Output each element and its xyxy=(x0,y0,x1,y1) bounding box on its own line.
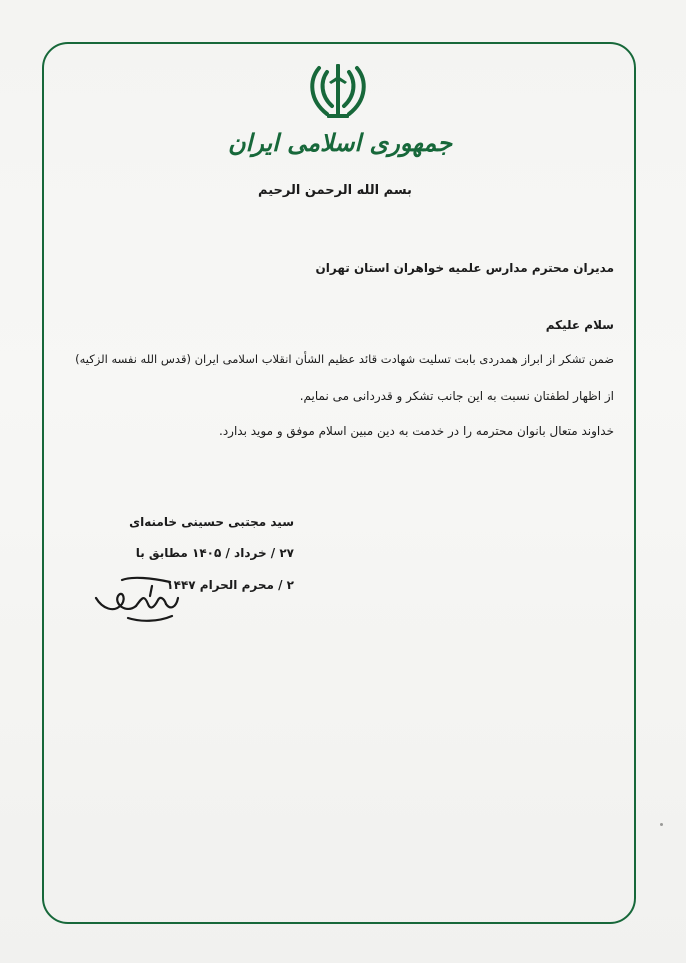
date-solar: ۲۷ / خرداد / ۱۴۰۵ مطابق با xyxy=(135,546,294,560)
paper-speck xyxy=(660,823,663,826)
date-lunar: ۲ / محرم الحرام ۱۴۴۷ xyxy=(166,578,294,592)
basmala: بسم الله الرحمن الرحیم xyxy=(258,183,412,198)
greeting: سلام علیکم xyxy=(545,318,614,332)
signatory-name: سید مجتبی حسینی خامنه‌ای xyxy=(129,515,294,529)
body-line-1: ضمن تشکر از ابراز همدردی بابت تسلیت شهادت قائد عظیم الشأن انقلاب اسلامی ایران (قدس الله نفسه الزکیه) xyxy=(75,352,614,366)
handwritten-signature xyxy=(92,568,182,628)
iran-emblem-icon xyxy=(305,62,371,120)
page-border xyxy=(42,42,636,924)
republic-title: جمهوری اسلامی ایران xyxy=(227,128,453,157)
recipient-line: مدیران محترم مدارس علمیه خواهران استان تهران xyxy=(315,261,614,275)
body-line-3: خداوند متعال بانوان محترمه را در خدمت به دین مبین اسلام موفق و موید بدارد. xyxy=(219,424,614,438)
body-line-2: از اظهار لطفتان نسبت به این جانب تشکر و قدردانی می نمایم. xyxy=(299,389,614,403)
